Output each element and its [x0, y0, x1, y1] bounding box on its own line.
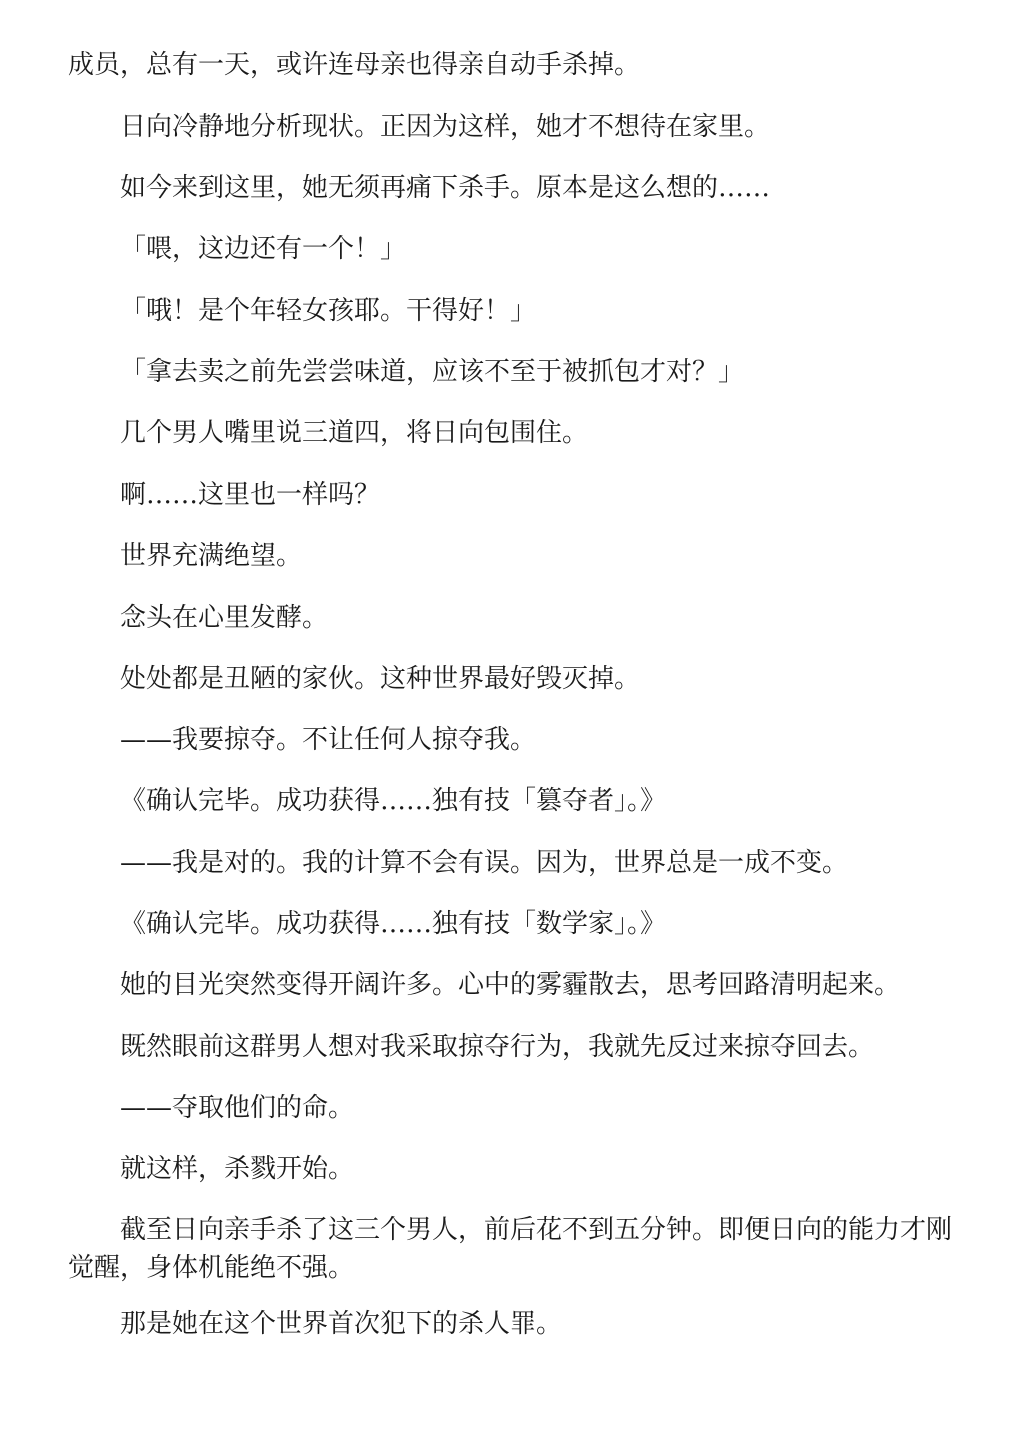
system-message: 《确认完毕。成功获得……独有技「篡夺者」。》	[120, 786, 667, 816]
paragraph: 念头在心里发酵。	[120, 603, 329, 633]
paragraph: 日向冷静地分析现状。正因为这样，她才不想待在家里。	[120, 112, 771, 142]
paragraph: 既然眼前这群男人想对我采取掠夺行为，我就先反过来掠夺回去。	[120, 1032, 875, 1062]
paragraph: 几个男人嘴里说三道四，将日向包围住。	[120, 418, 589, 448]
paragraph: ——夺取他们的命。	[120, 1093, 355, 1123]
paragraph: 就这样，杀戮开始。	[120, 1154, 355, 1184]
paragraph: 处处都是丑陋的家伙。这种世界最好毁灭掉。	[120, 664, 641, 694]
paragraph: 啊……这里也一样吗？	[120, 480, 381, 510]
paragraph: 她的目光突然变得开阔许多。心中的雾霾散去，思考回路清明起来。	[120, 970, 901, 1000]
system-message: 《确认完毕。成功获得……独有技「数学家」。》	[120, 909, 667, 939]
paragraph: 那是她在这个世界首次犯下的杀人罪。	[120, 1309, 563, 1339]
dialogue-line: 「拿去卖之前先尝尝味道，应该不至于被抓包才对？」	[120, 357, 745, 387]
paragraph: 如今来到这里，她无须再痛下杀手。原本是这么想的……	[120, 173, 771, 203]
paragraph: ——我是对的。我的计算不会有误。因为，世界总是一成不变。	[120, 848, 849, 878]
paragraph: 成员，总有一天，或许连母亲也得亲自动手杀掉。	[68, 50, 641, 80]
paragraph: ——我要掠夺。不让任何人掠夺我。	[120, 725, 537, 755]
paragraph: 截至日向亲手杀了这三个男人，前后花不到五分钟。即便日向的能力才刚觉醒，身体机能绝不强。	[68, 1215, 953, 1283]
dialogue-line: 「哦！是个年轻女孩耶。干得好！」	[120, 296, 537, 326]
dialogue-line: 「喂，这边还有一个！」	[120, 234, 407, 264]
paragraph: 世界充满绝望。	[120, 541, 303, 571]
